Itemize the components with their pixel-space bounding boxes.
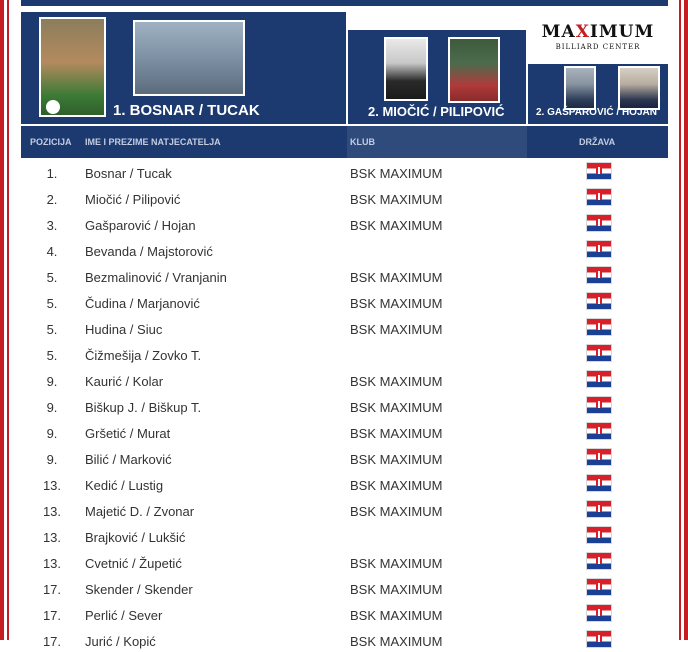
row-club: BSK MAXIMUM xyxy=(350,270,443,285)
table-row xyxy=(21,418,668,444)
podium-second-label: 2. MIOČIĆ / PILIPOVIĆ xyxy=(368,104,505,119)
row-position: 2. xyxy=(46,192,58,207)
row-player-names: Kaurić / Kolar xyxy=(85,374,164,389)
row-player-names: Kedić / Lustig xyxy=(85,478,164,493)
row-club: BSK MAXIMUM xyxy=(350,192,443,207)
header-name: IME I PREZIME NATJECATELJA xyxy=(85,137,221,147)
results-table-body xyxy=(21,158,668,652)
table-row xyxy=(21,444,668,470)
croatia-flag-icon xyxy=(586,526,612,544)
croatia-flag-icon xyxy=(586,578,612,596)
croatia-flag-icon xyxy=(586,552,612,570)
row-position: 17. xyxy=(42,582,62,597)
row-player-names: Čižmešija / Zovko T. xyxy=(85,348,202,363)
row-club: BSK MAXIMUM xyxy=(350,166,443,181)
row-position: 9. xyxy=(46,426,58,441)
row-club: BSK MAXIMUM xyxy=(350,634,443,649)
row-player-names: Miočić / Pilipović xyxy=(85,192,181,207)
header-club: KLUB xyxy=(350,137,375,147)
row-position: 5. xyxy=(46,296,58,311)
table-row xyxy=(21,600,668,626)
table-row xyxy=(21,288,668,314)
row-position: 17. xyxy=(42,608,62,623)
row-position: 9. xyxy=(46,400,58,415)
logo-sub-text: BILLIARD CENTER xyxy=(555,43,641,51)
croatia-flag-icon xyxy=(586,396,612,414)
podium-third-label: 2. GAŠPAROVIĆ / HOJAN xyxy=(536,107,657,118)
row-club: BSK MAXIMUM xyxy=(350,478,443,493)
croatia-flag-icon xyxy=(586,630,612,648)
player-photo-tucak xyxy=(133,20,245,96)
table-row xyxy=(21,236,668,262)
row-player-names: Jurić / Kopić xyxy=(85,634,156,649)
row-player-names: Bezmalinović / Vranjanin xyxy=(85,270,227,285)
row-player-names: Biškup J. / Biškup T. xyxy=(85,400,202,415)
cue-ball-icon xyxy=(46,100,60,114)
podium-first-place xyxy=(21,12,346,124)
croatia-flag-icon xyxy=(586,422,612,440)
row-position: 17. xyxy=(42,634,62,649)
row-position: 13. xyxy=(42,504,62,519)
row-player-names: Bilić / Marković xyxy=(85,452,172,467)
row-position: 9. xyxy=(46,452,58,467)
croatia-flag-icon xyxy=(586,240,612,258)
row-player-names: Majetić D. / Zvonar xyxy=(85,504,195,519)
row-position: 4. xyxy=(46,244,58,259)
results-table-header xyxy=(21,126,668,158)
row-position: 9. xyxy=(46,374,58,389)
player-photo-gasparovic xyxy=(564,66,596,110)
row-position: 5. xyxy=(46,348,58,363)
maximum-logo xyxy=(528,12,668,62)
croatia-flag-icon xyxy=(586,500,612,518)
croatia-flag-icon xyxy=(586,448,612,466)
row-club: BSK MAXIMUM xyxy=(350,296,443,311)
row-player-names: Hudina / Siuc xyxy=(85,322,163,337)
row-club: BSK MAXIMUM xyxy=(350,426,443,441)
player-photo-pilipovic xyxy=(448,37,500,103)
table-row xyxy=(21,626,668,652)
row-player-names: Bosnar / Tucak xyxy=(85,166,172,181)
table-row xyxy=(21,548,668,574)
table-row xyxy=(21,184,668,210)
croatia-flag-icon xyxy=(586,318,612,336)
row-position: 13. xyxy=(42,530,62,545)
row-player-names: Gršetić / Murat xyxy=(85,426,171,441)
row-position: 3. xyxy=(46,218,58,233)
row-player-names: Čudina / Marjanović xyxy=(85,296,200,311)
table-row xyxy=(21,470,668,496)
croatia-flag-icon xyxy=(586,344,612,362)
row-player-names: Gašparović / Hojan xyxy=(85,218,196,233)
podium-first-label: 1. BOSNAR / TUCAK xyxy=(113,102,260,119)
row-position: 13. xyxy=(42,478,62,493)
row-player-names: Skender / Skender xyxy=(85,582,193,597)
table-row xyxy=(21,392,668,418)
row-position: 5. xyxy=(46,270,58,285)
croatia-flag-icon xyxy=(586,214,612,232)
croatia-flag-icon xyxy=(586,604,612,622)
top-bar xyxy=(21,0,668,6)
croatia-flag-icon xyxy=(586,162,612,180)
player-photo-hojan xyxy=(618,66,660,110)
row-club: BSK MAXIMUM xyxy=(350,374,443,389)
table-row xyxy=(21,366,668,392)
row-position: 5. xyxy=(46,322,58,337)
table-row xyxy=(21,158,668,184)
table-row xyxy=(21,496,668,522)
row-club: BSK MAXIMUM xyxy=(350,218,443,233)
table-row xyxy=(21,574,668,600)
row-player-names: Cvetnić / Župetić xyxy=(85,556,182,571)
table-row xyxy=(21,522,668,548)
croatia-flag-icon xyxy=(586,266,612,284)
table-row xyxy=(21,314,668,340)
table-row xyxy=(21,340,668,366)
row-club: BSK MAXIMUM xyxy=(350,452,443,467)
podium-third-place xyxy=(528,64,668,124)
row-club: BSK MAXIMUM xyxy=(350,322,443,337)
row-club: BSK MAXIMUM xyxy=(350,608,443,623)
logo-main-text: MAXIMUM xyxy=(541,22,655,42)
podium-second-place xyxy=(348,30,526,124)
row-position: 1. xyxy=(46,166,58,181)
page-frame-left xyxy=(0,0,4,640)
row-position: 13. xyxy=(42,556,62,571)
row-club: BSK MAXIMUM xyxy=(350,556,443,571)
page-frame-right xyxy=(684,0,688,640)
row-player-names: Brajković / Lukšić xyxy=(85,530,186,545)
page-frame-right-inner xyxy=(679,0,681,640)
croatia-flag-icon xyxy=(586,292,612,310)
row-club: BSK MAXIMUM xyxy=(350,400,443,415)
table-row xyxy=(21,262,668,288)
croatia-flag-icon xyxy=(586,188,612,206)
row-club: BSK MAXIMUM xyxy=(350,582,443,597)
header-country: DRŽAVA xyxy=(579,137,616,147)
page-frame-left-inner xyxy=(7,0,9,640)
row-club: BSK MAXIMUM xyxy=(350,504,443,519)
row-player-names: Perlić / Sever xyxy=(85,608,163,623)
row-player-names: Bevanda / Majstorović xyxy=(85,244,213,259)
header-position: POZICIJA xyxy=(30,137,72,147)
table-row xyxy=(21,210,668,236)
player-photo-miocic xyxy=(384,37,428,101)
croatia-flag-icon xyxy=(586,474,612,492)
croatia-flag-icon xyxy=(586,370,612,388)
